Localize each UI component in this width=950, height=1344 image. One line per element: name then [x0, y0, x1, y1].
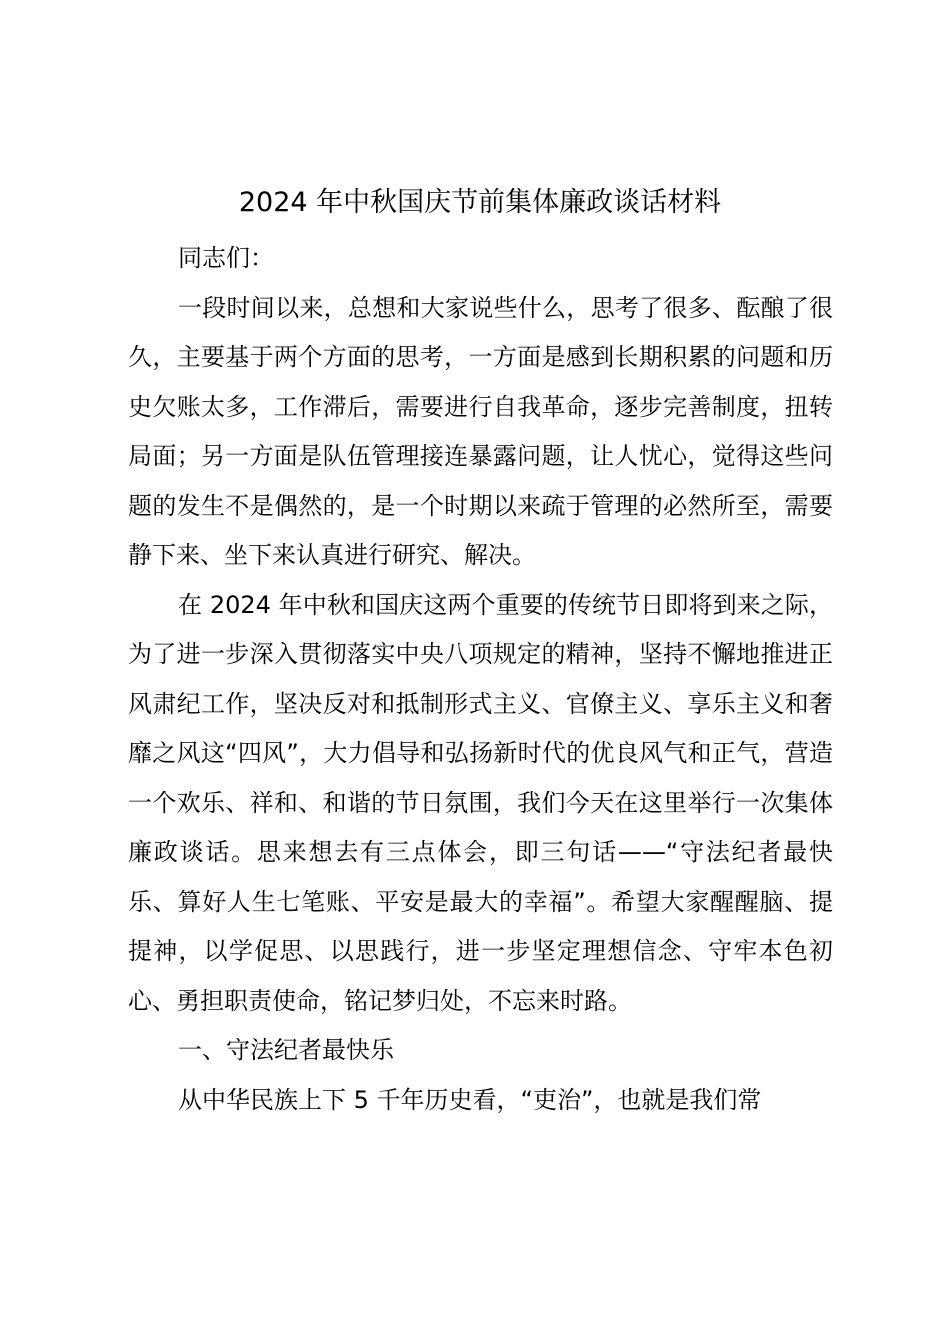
- salutation: 同志们：: [178, 244, 274, 272]
- document-body: [128, 234, 833, 1125]
- section-heading-1: 一、守法纪者最快乐: [178, 1036, 394, 1064]
- paragraph-section-1: 从中华民族上下 5 千年历史看，“吏治”，也就是我们常: [178, 1085, 762, 1114]
- paragraph-intro: 一段时间以来，总想和大家说些什么，思考了很多、酝酿了很久，主要基于两个方面的思考，一方面是感到长期积累的问题和历史欠账太多，工作滞后，需要进行自我革命，逐步完善制度，扭转局面；另一方面是队伍管理接连暴露问题，让人忧心，觉得这些问题的发生不是偶然的，是一个时期以来疏于管理的必然所至，需要静下来、坐下来认真进行研究、解决。: [128, 293, 833, 569]
- document-title: 2024 年中秋国庆节前集体廉政谈话材料: [238, 187, 722, 218]
- paragraph-purpose: 在 2024 年中秋和国庆这两个重要的传统节日即将到来之际，为了进一步深入贯彻落实中央八项规定的精神，坚持不懈地推进正风肃纪工作，坚决反对和抵制形式主义、官僚主义、享乐主义和奢靡之风这“四风”，大力倡导和弘扬新时代的优良风气和正气，营造一个欢乐、祥和、和谐的节日氛围，我们今天在这里举行一次集体廉政谈话。思来想去有三点体会，即三句话——“守法纪者最快乐、算好人生七笔账、平安是最大的幸福”。希望大家醒醒脑、提提神，以学促思、以思践行，进一步坚定理想信念、守牢本色初心、勇担职责使命，铭记梦归处，不忘来时路。: [128, 590, 833, 1015]
